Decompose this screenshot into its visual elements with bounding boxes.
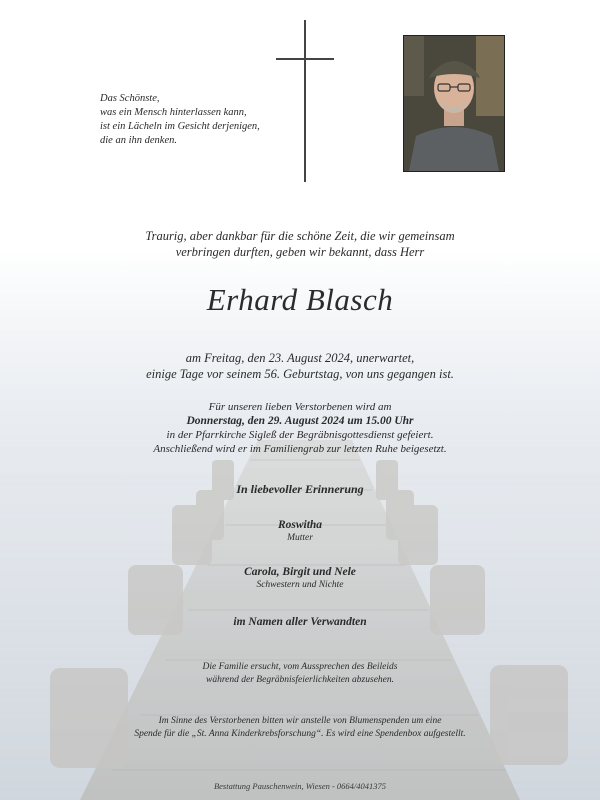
cross-icon [276,20,334,182]
donation-note [0,715,600,740]
relatives-line: im Namen aller Verwandten [233,616,367,628]
death-notice [0,350,600,382]
request-line: während der Begräbnisfeierlichkeiten abzusehen. [205,674,395,685]
request-line: Die Familie ersucht, vom Aussprechen des Beileids [202,662,398,672]
mourner-relation: Mutter [287,533,313,543]
quote-line: die an ihn denken. [100,135,177,146]
funeral-date: Donnerstag, den 29. August 2024 um 15.00 Uhr [186,415,414,427]
condolence-request [0,661,600,686]
donation-line: Im Sinne des Verstorbenen bitten wir anstelle von Blumenspenden um eine [158,716,442,726]
donation-line: Spende für die „St. Anna Kinderkrebsforschung“. Es wird eine Spendenbox aufgestellt. [134,728,466,739]
death-line: am Freitag, den 23. August 2024, unerwartet, [185,351,415,365]
death-line: einige Tage vor seinem 56. Geburtstag, von uns gegangen ist. [146,367,454,381]
memory-heading: In liebevoller Erinnerung [236,482,364,496]
quote-line: was ein Mensch hinterlassen kann, [100,107,247,118]
mourner-entry [0,566,600,590]
intro-text [0,228,600,260]
mourner-relation: Schwestern und Nichte [256,580,344,590]
mourner-name: Carola, Birgit und Nele [244,566,356,578]
funeral-line: Anschließend wird er im Familiengrab zur letzten Ruhe beigesetzt. [153,443,447,455]
intro-line: verbringen durften, geben wir bekannt, dass Herr [175,245,425,259]
funeral-line: Für unseren lieben Verstorbenen wird am [208,401,392,413]
quote-line: ist ein Lächeln im Gesicht derjenigen, [100,121,260,132]
intro-line: Traurig, aber dankbar für die schöne Zeit, die wir gemeinsam [145,229,455,243]
portrait-photo [403,35,505,172]
quote-line: Das Schönste, [100,93,160,104]
funeral-home-footer: Bestattung Pauschenwein, Wiesen - 0664/4041375 [213,781,387,791]
funeral-info [0,400,600,456]
funeral-line: in der Pfarrkirche Sigleß der Begräbnisgottesdienst gefeiert. [166,429,434,441]
deceased-name: Erhard Blasch [206,282,394,317]
mourner-name: Roswitha [277,519,323,531]
mourner-entry [0,519,600,543]
memorial-quote [100,92,260,148]
